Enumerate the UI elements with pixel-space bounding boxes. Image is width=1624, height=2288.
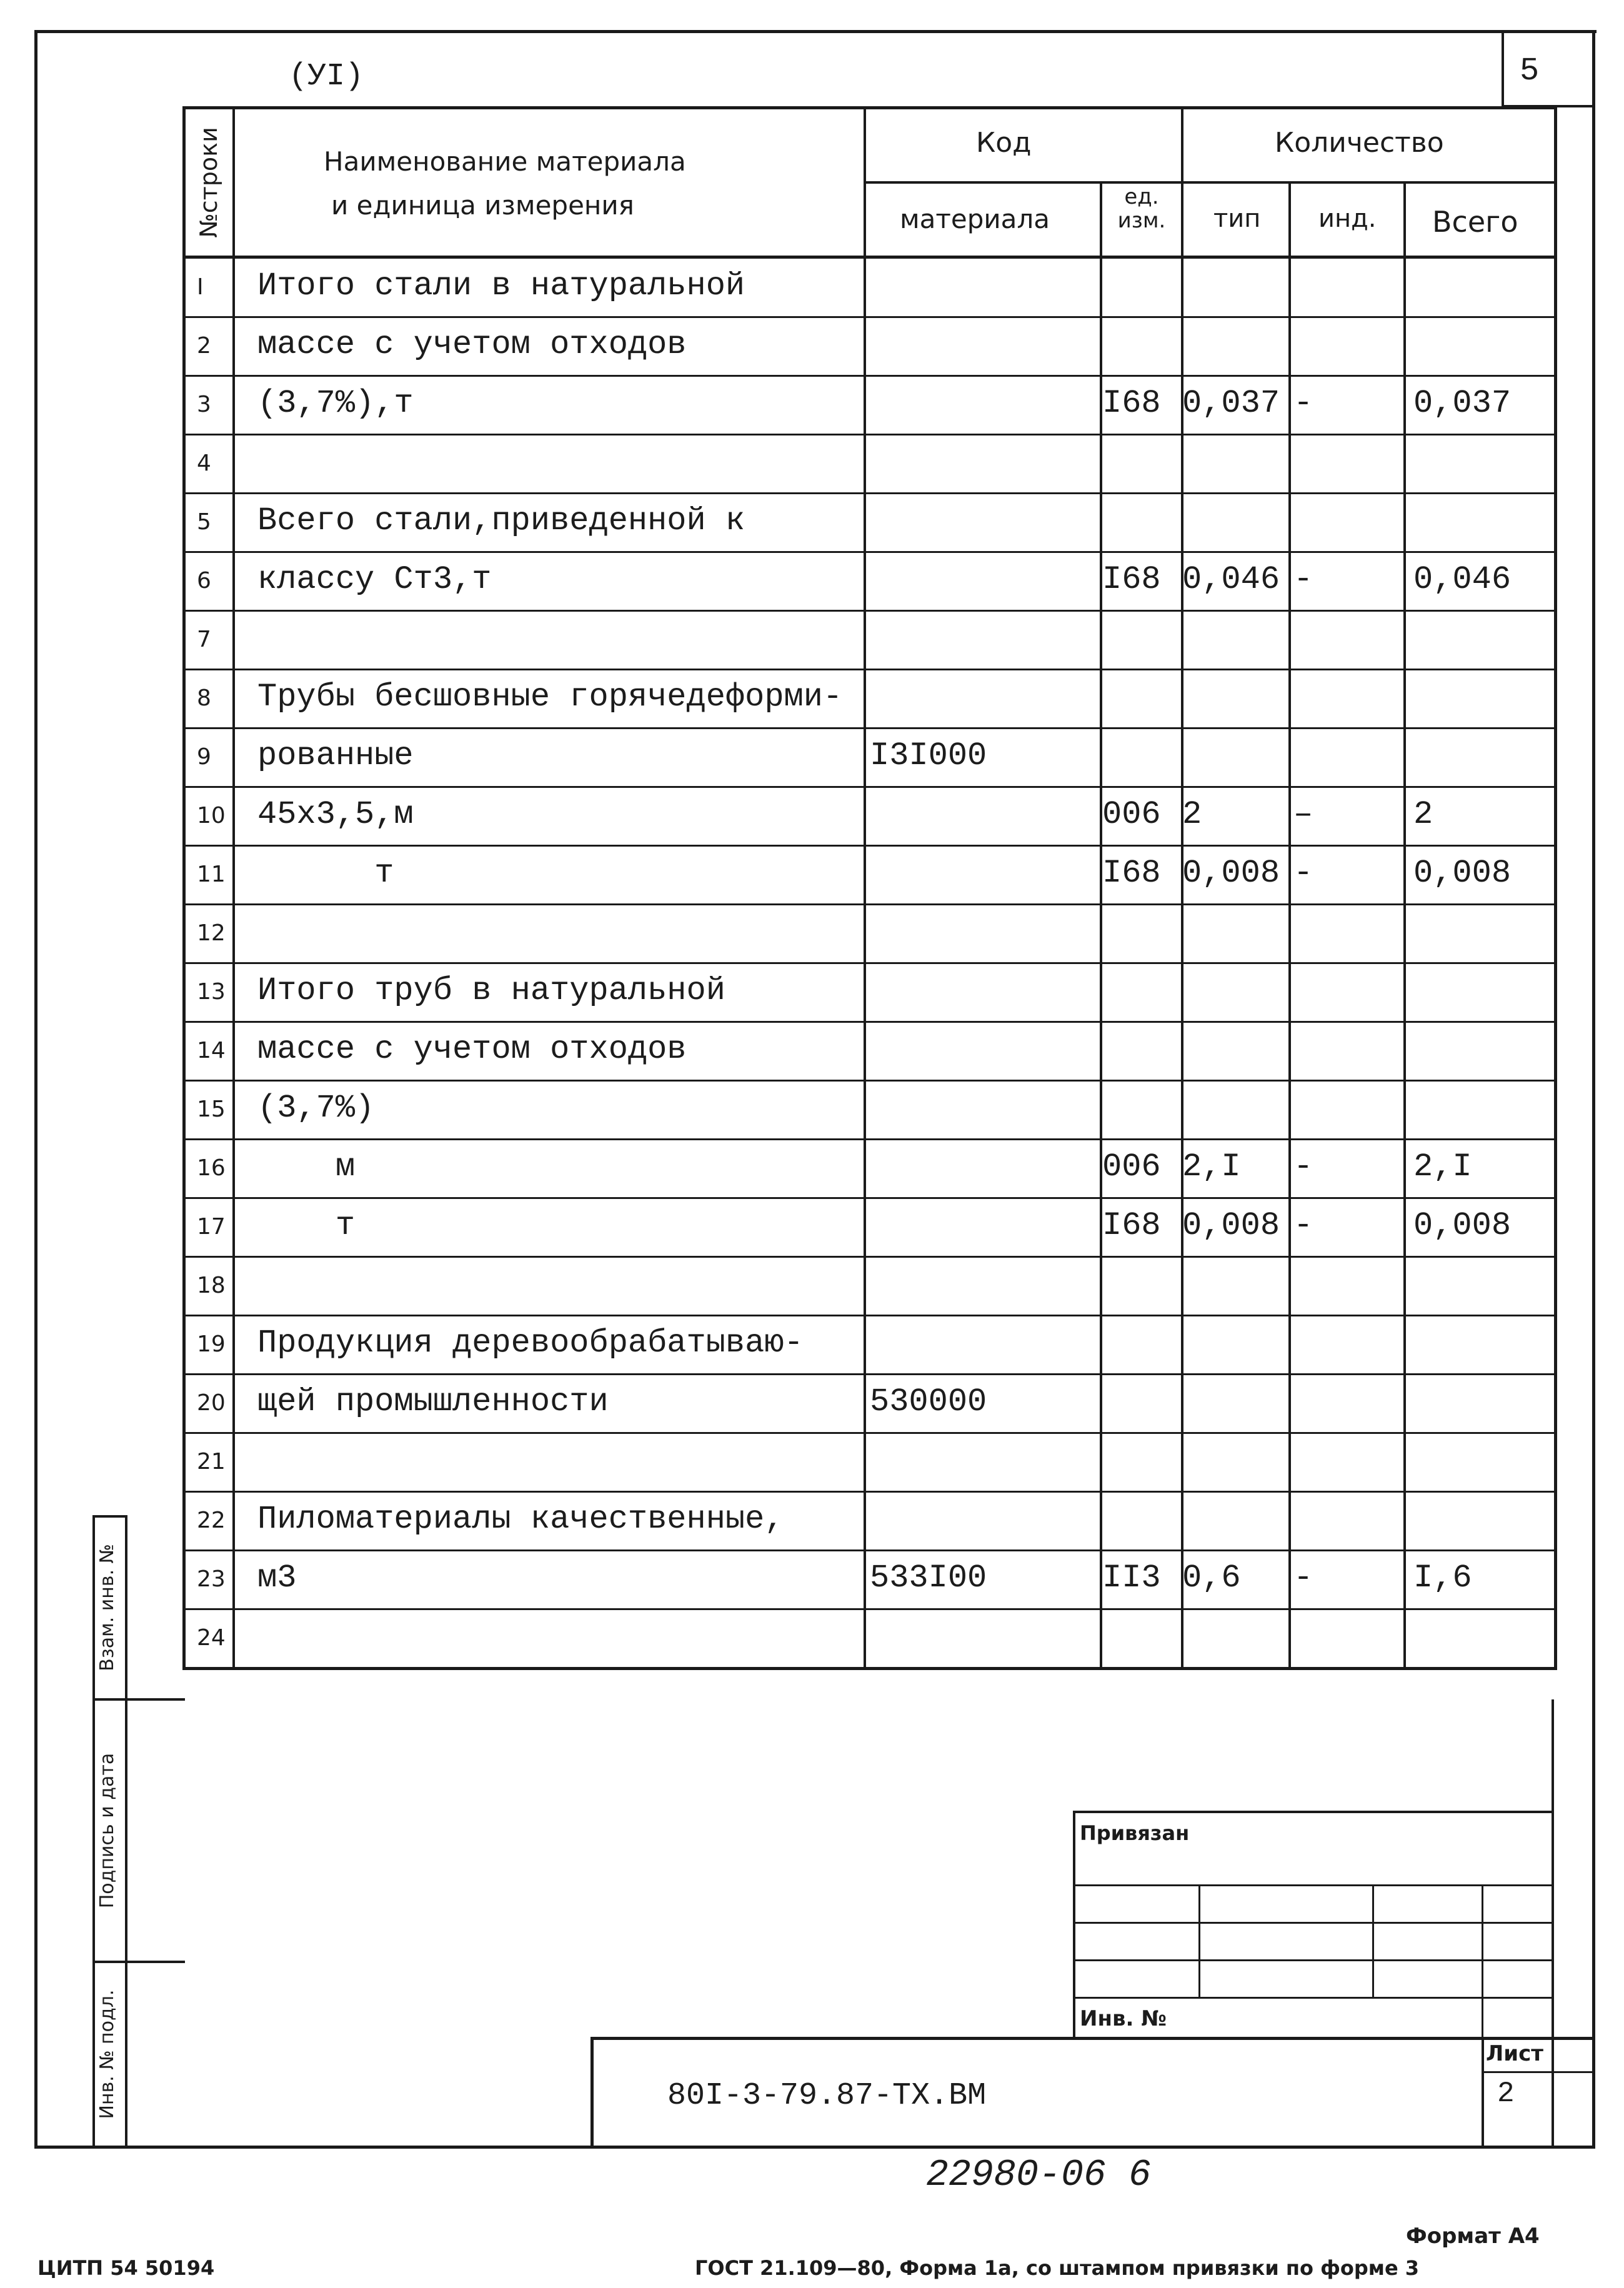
stamp-inv-no: Инв. №: [1080, 2006, 1167, 2031]
header-code-material: материала: [900, 204, 1050, 234]
section-label: (УI): [289, 59, 364, 94]
row-code-material: I3I000: [870, 737, 987, 774]
row-number: 8: [197, 685, 211, 711]
row-qty-total: 0,008: [1413, 1207, 1512, 1244]
row-number: 7: [197, 627, 211, 652]
footer-gost: ГОСТ 21.109—80, Форма 1а, со штампом привязки по форме 3: [695, 2256, 1420, 2280]
sheet-corner-number: 5: [1520, 52, 1540, 89]
row-divider: [182, 375, 1557, 377]
stamp-top: [1073, 1811, 1554, 1813]
row-qty-type: 2,I: [1182, 1148, 1241, 1185]
row-name: т: [257, 855, 394, 892]
row-divider: [182, 786, 1557, 788]
row-number: 16: [197, 1155, 226, 1181]
row-name: Пиломатериалы качественные,: [257, 1501, 784, 1538]
row-qty-type: 0,037: [1182, 385, 1280, 422]
row-divider: [182, 1256, 1557, 1258]
stamp-designation: 80I-3-79.87-ТХ.ВМ: [667, 2078, 987, 2114]
row-name: т: [257, 1207, 356, 1244]
row-name: Итого труб в натуральной: [257, 972, 725, 1009]
row-code-material: 533I00: [870, 1559, 987, 1596]
row-code-unit: II3: [1102, 1559, 1161, 1596]
side-label-vzam: Взам. инв. №: [96, 1544, 118, 1671]
row-name: м3: [257, 1559, 297, 1596]
row-name: рованные: [257, 737, 414, 774]
row-number: 11: [197, 862, 226, 887]
row-divider: [182, 1021, 1557, 1023]
header-quantity: Количество: [1275, 127, 1444, 159]
row-number: 17: [197, 1214, 226, 1240]
row-divider: [182, 434, 1557, 435]
header-qty-total: Всего: [1432, 205, 1518, 239]
row-code-unit: I68: [1102, 385, 1161, 422]
row-number: 9: [197, 744, 211, 770]
row-divider: [182, 1315, 1557, 1316]
row-qty-type: 2: [1182, 796, 1202, 833]
row-divider: [182, 845, 1557, 847]
sheet-box-mid: [1482, 2071, 1595, 2073]
row-number: 10: [197, 803, 226, 828]
row-qty-total: 0,037: [1413, 385, 1512, 422]
header-bottom: [182, 256, 1557, 259]
frame-bottom: [34, 2146, 1595, 2149]
footer-left-code: ЦИТП 54 50194: [37, 2256, 215, 2280]
header-code: Код: [976, 127, 1032, 159]
row-number: 24: [197, 1625, 226, 1651]
frame-top: [34, 30, 1597, 33]
row-number: 21: [197, 1449, 226, 1475]
row-qty-total: 0,008: [1413, 855, 1512, 892]
row-divider: [182, 1549, 1557, 1551]
row-qty-total: 0,046: [1413, 561, 1512, 598]
side-col-left: [92, 1515, 95, 2146]
table-bottom: [182, 1667, 1557, 1670]
row-number: 22: [197, 1508, 226, 1533]
row-name: щей промышленности: [257, 1383, 609, 1420]
row-divider: [182, 669, 1557, 670]
row-name: классу Ст3,т: [257, 561, 492, 598]
row-qty-ind: -: [1293, 1148, 1313, 1185]
row-name: Всего стали,приведенной к: [257, 502, 745, 539]
row-divider: [182, 727, 1557, 729]
col-line-6: [1403, 181, 1406, 1670]
header-qty-type: тип: [1213, 204, 1261, 233]
row-name: (3,7%): [257, 1090, 375, 1127]
row-code-unit: I68: [1102, 1207, 1161, 1244]
row-code-unit: 006: [1102, 1148, 1161, 1185]
row-name: (3,7%),т: [257, 385, 414, 422]
frame-right: [1592, 30, 1595, 2148]
col-line-7: [1554, 106, 1557, 1670]
stamp-privyazan: Привязан: [1080, 1821, 1190, 1845]
header-row-no: №строки: [195, 127, 222, 238]
row-divider: [182, 1491, 1557, 1493]
side-col-right: [125, 1515, 127, 2146]
designation-top: [590, 2037, 1595, 2040]
row-name: массе с учетом отходов: [257, 1031, 687, 1068]
row-divider: [182, 316, 1557, 318]
header-mid-code: [864, 181, 1557, 184]
handwritten-note: 22980-06 6: [926, 2154, 1152, 2197]
row-number: 19: [197, 1331, 226, 1357]
row-qty-ind: -: [1293, 1559, 1313, 1596]
row-code-material: 530000: [870, 1383, 987, 1420]
row-qty-type: 0,008: [1182, 1207, 1280, 1244]
row-qty-total: 2,I: [1413, 1148, 1472, 1185]
row-number: 23: [197, 1566, 226, 1592]
row-name: 45х3,5,м: [257, 796, 414, 833]
row-qty-ind: -: [1293, 385, 1313, 422]
row-number: 18: [197, 1273, 226, 1298]
row-divider: [182, 610, 1557, 612]
row-number: I: [197, 274, 204, 300]
side-label-sign-date: Подпись и дата: [96, 1753, 118, 1909]
row-code-unit: I68: [1102, 561, 1161, 598]
row-qty-total: I,6: [1413, 1559, 1472, 1596]
row-number: 5: [197, 509, 211, 535]
row-number: 13: [197, 979, 226, 1005]
row-number: 14: [197, 1038, 226, 1063]
stamp-col-1: [1198, 1884, 1200, 1998]
row-divider: [182, 1197, 1557, 1199]
stamp-col-3: [1482, 1884, 1483, 2039]
row-divider: [182, 962, 1557, 964]
stamp-left: [1073, 1811, 1075, 2039]
row-divider: [182, 1432, 1557, 1434]
sheet-box-left: [1482, 2037, 1484, 2146]
header-name-line1: Наименование материала: [324, 146, 686, 177]
row-qty-ind: –: [1293, 796, 1313, 833]
corner-box-left: [1502, 30, 1504, 107]
header-qty-ind: инд.: [1318, 204, 1377, 233]
row-divider: [182, 903, 1557, 905]
row-qty-ind: -: [1293, 1207, 1313, 1244]
stamp-sheet-no: 2: [1497, 2077, 1515, 2110]
row-divider: [182, 1138, 1557, 1140]
row-name: Продукция деревообрабатываю-: [257, 1325, 804, 1361]
row-code-unit: 006: [1102, 796, 1161, 833]
col-line-0: [182, 106, 186, 1670]
row-divider: [182, 1080, 1557, 1082]
row-name: м: [257, 1148, 356, 1185]
row-number: 4: [197, 450, 211, 476]
row-qty-total: 2: [1413, 796, 1433, 833]
row-divider: [182, 551, 1557, 553]
row-qty-type: 0,008: [1182, 855, 1280, 892]
row-divider: [182, 1608, 1557, 1610]
col-line-5: [1288, 181, 1291, 1670]
table-top: [182, 106, 1557, 109]
row-name: Итого стали в натуральной: [257, 267, 745, 304]
row-qty-type: 0,6: [1182, 1559, 1241, 1596]
header-code-unit: ед. изм.: [1117, 184, 1166, 233]
stamp-sheet-label: Лист: [1486, 2041, 1543, 2066]
frame-left: [34, 30, 37, 2148]
row-number: 20: [197, 1390, 226, 1416]
row-qty-type: 0,046: [1182, 561, 1280, 598]
designation-left: [590, 2037, 594, 2146]
format-label: Формат А4: [1406, 2224, 1540, 2249]
row-name: Трубы бесшовные горячедеформи-: [257, 679, 843, 715]
row-qty-ind: -: [1293, 561, 1313, 598]
row-number: 12: [197, 920, 226, 946]
side-label-inv-podl: Инв. № подл.: [96, 1989, 118, 2119]
row-divider: [182, 1373, 1557, 1375]
row-qty-ind: -: [1293, 855, 1313, 892]
col-line-2: [864, 106, 866, 1670]
col-line-1: [232, 106, 235, 1670]
row-number: 2: [197, 333, 211, 359]
row-number: 3: [197, 392, 211, 417]
row-number: 6: [197, 568, 211, 594]
row-divider: [182, 492, 1557, 494]
row-name: массе с учетом отходов: [257, 326, 687, 363]
header-name-line2: и единица измерения: [331, 190, 634, 221]
row-number: 15: [197, 1097, 226, 1122]
row-code-unit: I68: [1102, 855, 1161, 892]
stamp-col-2: [1372, 1884, 1374, 1998]
